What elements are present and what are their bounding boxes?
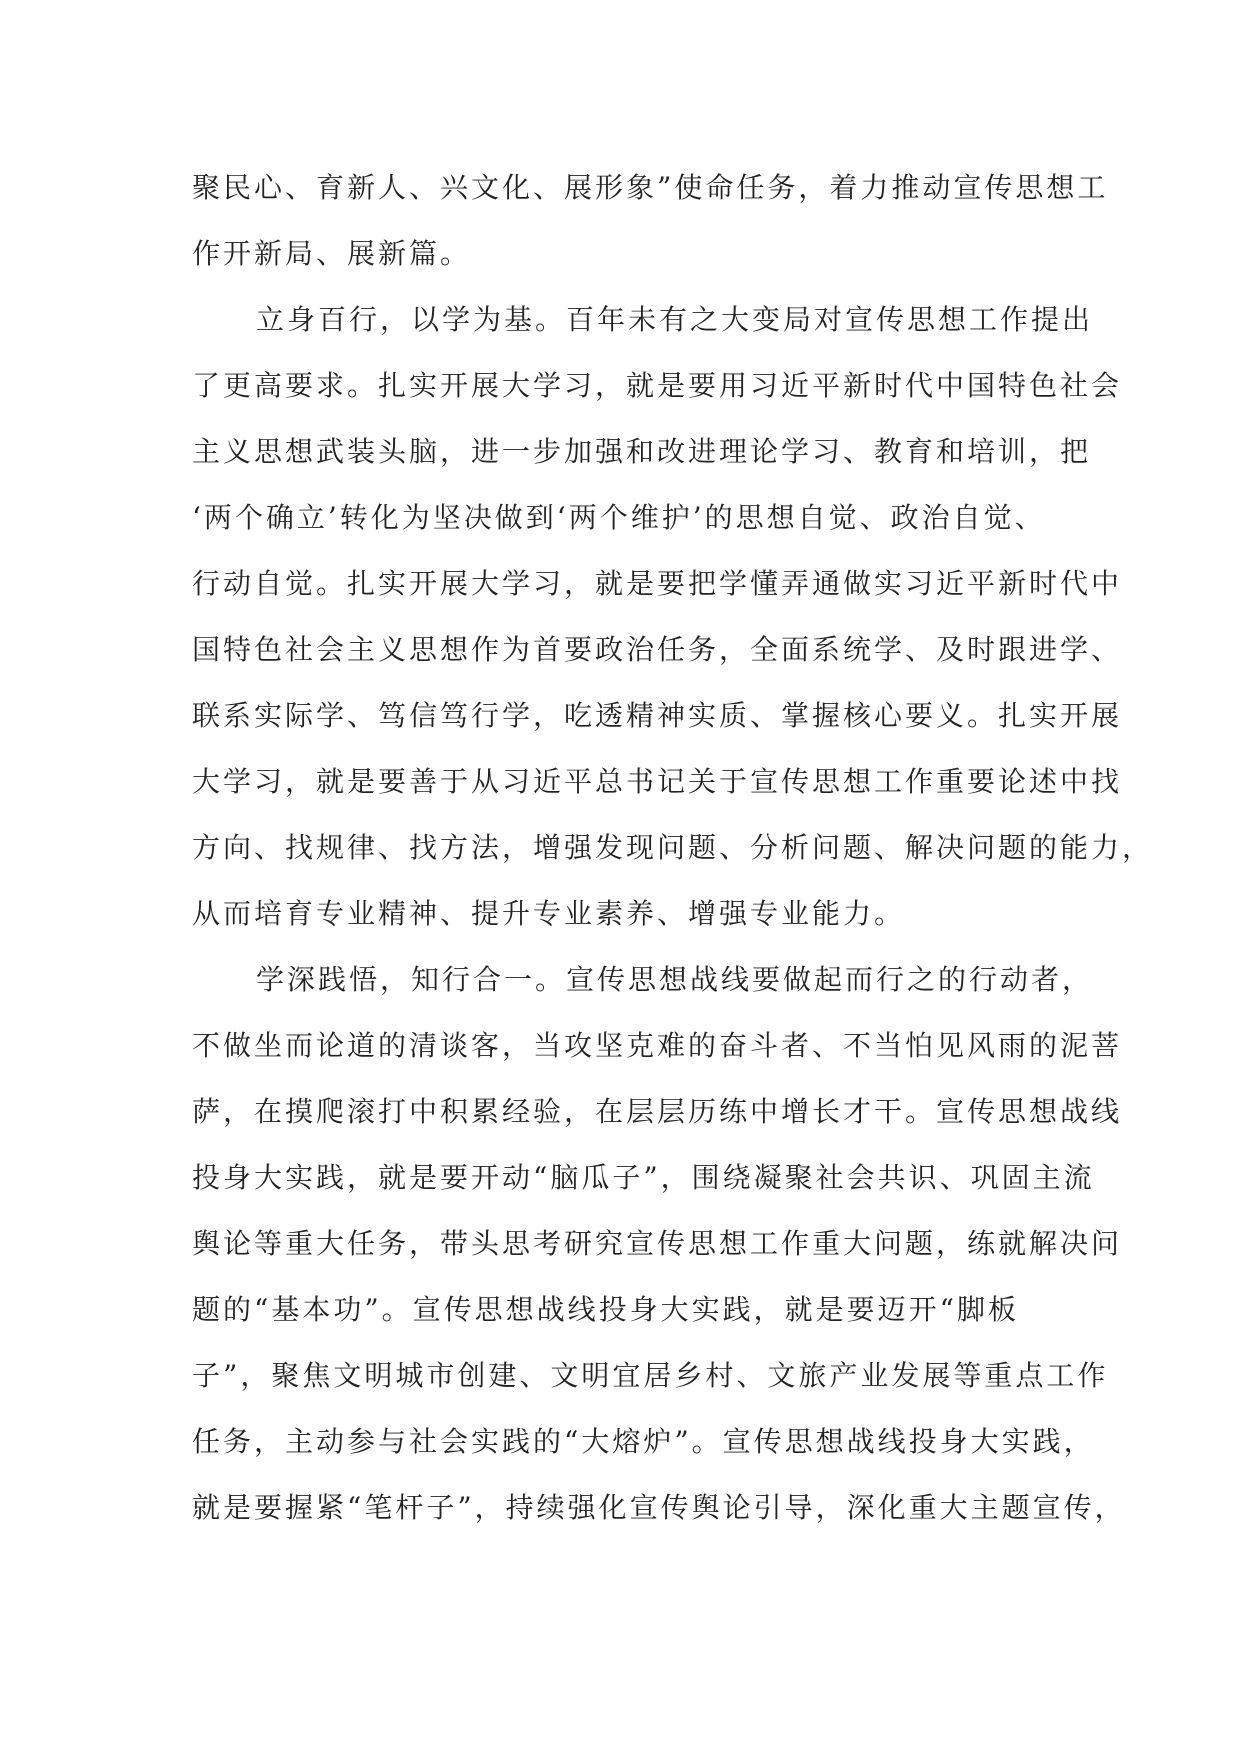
text-line: ‘两个确立’转化为坚决做到‘两个维护’的思想自觉、政治自觉、 [192,501,1046,534]
document-body [192,155,1154,1541]
text-line: 不做坐而论道的清谈客，当攻坚克难的奋斗者、不当怕见风雨的泥菩 [192,1029,1123,1062]
text-line: 就是要握紧“笔杆子”，持续强化宣传舆论引导，深化重大主题宣传， [192,1491,1126,1524]
text-line: 方向、找规律、找方法，增强发现问题、分析问题、解决问题的能力， [192,831,1154,864]
text-line: 国特色社会主义思想作为首要政治任务，全面系统学、及时跟进学、 [192,633,1123,666]
text-line: 投身大实践，就是要开动“脑瓜子”，围绕凝聚社会共识、巩固主流 [192,1161,1095,1194]
text-line: 大学习，就是要善于从习近平总书记关于宣传思想工作重要论述中找 [192,765,1123,798]
text-line: 了更高要求。扎实开展大学习，就是要用习近平新时代中国特色社会 [192,369,1123,402]
text-line: 任务，主动参与社会实践的“大熔炉”。宣传思想战线投身大实践， [192,1425,1095,1458]
text-line: 联系实际学、笃信笃行学，吃透精神实质、掌握核心要义。扎实开展 [192,699,1123,732]
text-line: 从而培育专业精神、提升专业素养、增强专业能力。 [192,897,906,930]
text-line: 聚民心、育新人、兴文化、展形象”使命任务，着力推动宣传思想工 [192,171,1109,204]
text-line: 行动自觉。扎实开展大学习，就是要把学懂弄通做实习近平新时代中 [192,567,1123,600]
text-line: 立身百行，以学为基。百年未有之大变局对宣传思想工作提出 [256,303,1094,336]
text-line: 子”，聚焦文明城市创建、文明宜居乡村、文旅产业发展等重点工作 [192,1359,1109,1392]
text-line: 舆论等重大任务，带头思考研究宣传思想工作重大问题，练就解决问 [192,1227,1123,1260]
text-line: 学深践悟，知行合一。宣传思想战线要做起而行之的行动者， [256,963,1094,996]
text-line: 作开新局、展新篇。 [192,237,472,270]
text-line: 主义思想武装头脑，进一步加强和改进理论学习、教育和培训，把 [192,435,1092,468]
text-line: 萨，在摸爬滚打中积累经验，在层层历练中增长才干。宣传思想战线 [192,1095,1123,1128]
text-line: 题的“基本功”。宣传思想战线投身大实践，就是要迈开“脚板 [192,1293,1019,1326]
